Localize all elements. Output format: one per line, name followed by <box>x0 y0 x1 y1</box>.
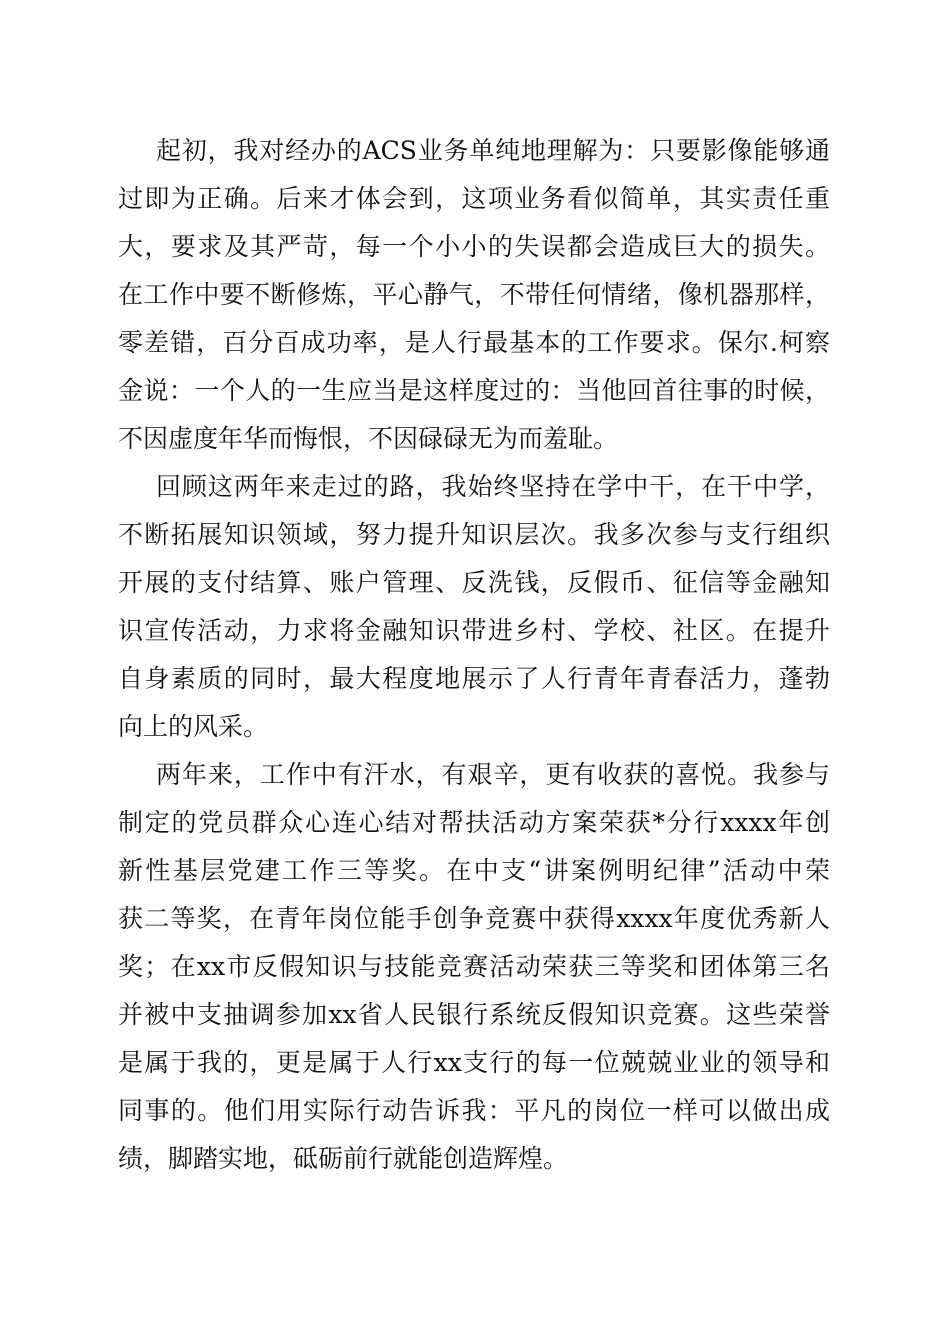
paragraph-1-line-4: 在工作中要不断修炼，平心静气，不带任何情绪，像机器那样， <box>118 280 830 309</box>
paragraph-2-line-6: 向上的风采。 <box>118 712 269 741</box>
paragraph-3-line-5: 奖；在xx市反假知识与技能竞赛活动荣获三等奖和团体第三名 <box>118 952 830 981</box>
paragraph-3-line-4: 获二等奖，在青年岗位能手创争竞赛中获得xxxx年度优秀新人 <box>118 904 830 933</box>
paragraph-2-line-4: 识宣传活动，力求将金融知识带进乡村、学校、社区。在提升 <box>118 616 830 645</box>
paragraph-1-line-6: 金说：一个人的一生应当是这样度过的：当他回首往事的时候， <box>118 376 830 405</box>
paragraph-2-line-1: 回顾这两年来走过的路，我始终坚持在学中干，在干中学， <box>156 472 830 501</box>
paragraph-3-line-6: 并被中支抽调参加xx省人民银行系统反假知识竞赛。这些荣誉 <box>118 1000 830 1029</box>
paragraph-1-line-7: 不因虚度年华而悔恨，不因碌碌无为而羞耻。 <box>118 424 619 453</box>
paragraph-3-line-1: 两年来，工作中有汗水，有艰辛，更有收获的喜悦。我参与 <box>156 760 830 789</box>
paragraph-3-line-7: 是属于我的，更是属于人行xx支行的每一位兢兢业业的领导和 <box>118 1048 830 1077</box>
paragraph-1-line-5: 零差错，百分百成功率，是人行最基本的工作要求。保尔.柯察 <box>118 328 830 357</box>
paragraph-3-line-3: 新性基层党建工作三等奖。在中支“讲案例明纪律”活动中荣 <box>118 856 830 885</box>
paragraph-2-line-3: 开展的支付结算、账户管理、反洗钱，反假币、征信等金融知 <box>118 568 830 597</box>
paragraph-2-line-2: 不断拓展知识领域，努力提升知识层次。我多次参与支行组织 <box>118 520 830 549</box>
paragraph-1-line-2: 过即为正确。后来才体会到，这项业务看似简单，其实责任重 <box>118 184 830 213</box>
paragraph-3-line-9: 绩，脚踏实地，砥砺前行就能创造辉煌。 <box>118 1144 569 1173</box>
paragraph-3-line-8: 同事的。他们用实际行动告诉我：平凡的岗位一样可以做出成 <box>118 1096 830 1125</box>
paragraph-2-line-5: 自身素质的同时，最大程度地展示了人行青年青春活力，蓬勃 <box>118 664 830 693</box>
paragraph-1-line-1: 起初，我对经办的ACS业务单纯地理解为：只要影像能够通 <box>156 136 830 165</box>
paragraph-3-line-2: 制定的党员群众心连心结对帮扶活动方案荣获*分行xxxx年创 <box>118 808 830 837</box>
paragraph-1-line-3: 大，要求及其严苛，每一个小小的失误都会造成巨大的损失。 <box>118 232 830 261</box>
